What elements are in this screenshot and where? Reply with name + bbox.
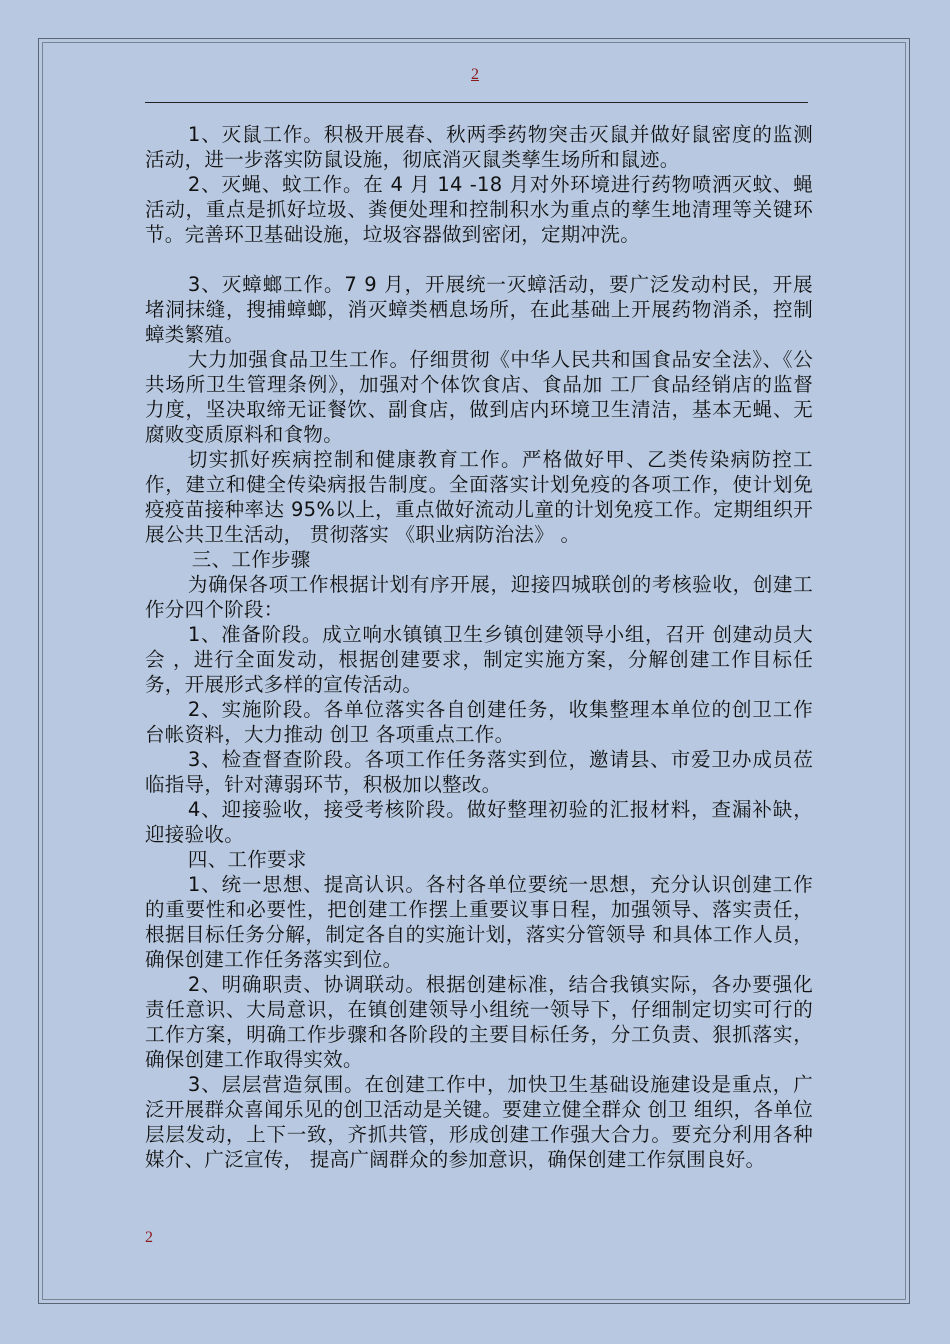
paragraph-step-inspection: 3、检查督查阶段。各项工作任务落实到位，邀请县、市爱卫办成员莅临指导，针对薄弱环节，积极加以整改。 — [145, 748, 813, 796]
footer-page-number: 2 — [145, 1229, 153, 1246]
paragraph-fly-mosquito-control: 2、灭蝇、蚊工作。在 4 月 14 -18 月对外环境进行药物喷洒灭蚊、蝇活动，重点是抓好垃圾、粪便处理和控制积水为重点的孳生地清理等关键环节。完善环卫基础设施，垃圾容器做到密闭，定期冲洗。 — [145, 173, 813, 246]
section-heading-work-requirements: 四、工作要求 — [187, 848, 307, 871]
paragraph-requirement-responsibilities: 2、明确职责、协调联动。根据创建标准，结合我镇实际，各办要强化责任意识、大局意识，在镇创建领导小组统一领导下，仔细制定切实可行的工作方案，明确工作步骤和各阶段的主要目标任务，分工负责、狠抓落实，确保创建工作取得实效。 — [145, 973, 813, 1071]
paragraph-requirement-atmosphere: 3、层层营造氛围。在创建工作中，加快卫生基础设施建设是重点，广泛开展群众喜闻乐见的创卫活动是关键。要建立健全群众 创卫 组织，各单位层层发动，上下一致，齐抓共管，形成创建工作强大合力。要充分利用各种媒介、广泛宣传， 提高广阔群众的参加意识，确保创建工作氛围良好。 — [145, 1073, 813, 1171]
paragraph-disease-control: 切实抓好疾病控制和健康教育工作。严格做好甲、乙类传染病防控工作，建立和健全传染病报告制度。全面落实计划免疫的各项工作，使计划免疫疫苗接种率达 95%以上，重点做好流动儿童的计划免疫工作。定期组织开展公共卫生活动， 贯彻落实 《职业病防治法》 。 — [145, 448, 813, 546]
paragraph-step-acceptance: 4、迎接验收，接受考核阶段。做好整理初验的汇报材料，查漏补缺，迎接验收。 — [145, 798, 813, 846]
header-rule — [145, 102, 808, 103]
paragraph-step-preparation: 1、准备阶段。成立响水镇镇卫生乡镇创建领导小组，召开 创建动员大会 ，进行全面发动，根据创建要求，制定实施方案，分解创建工作目标任务，开展形式多样的宣传活动。 — [145, 623, 813, 696]
paragraph-requirement-unify-thinking: 1、统一思想、提高认识。各村各单位要统一思想，充分认识创建工作的重要性和必要性，把创建工作摆上重要议事日程，加强领导、落实责任，根据目标任务分解，制定各自的实施计划，落实分管领导 和具体工作人员，确保创建工作任务落实到位。 — [145, 873, 813, 971]
paragraph-step-implementation: 2、实施阶段。各单位落实各自创建任务，收集整理本单位的创卫工作台帐资料，大力推动 创卫 各项重点工作。 — [145, 698, 813, 746]
paragraph-steps-intro: 为确保各项工作根据计划有序开展，迎接四城联创的考核验收，创建工作分四个阶段： — [145, 573, 813, 621]
header-page-number: 2 — [471, 66, 479, 83]
paragraph-cockroach-control: 3、灭蟑螂工作。7 9 月，开展统一灭蟑活动，要广泛发动村民，开展堵洞抹缝，搜捕蟑螂，消灭蟑类栖息场所，在此基础上开展药物消杀，控制蟑类繁殖。 — [145, 273, 813, 346]
paragraph-food-hygiene: 大力加强食品卫生工作。仔细贯彻《中华人民共和国食品安全法》、《公共场所卫生管理条例》，加强对个体饮食店、食品加 工厂食品经销店的监督力度，坚决取缔无证餐饮、副食店，做到店内环境卫生清洁，基本无蝇、无腐败变质原料和食物。 — [145, 348, 813, 446]
section-heading-work-steps: 三、工作步骤 — [191, 548, 311, 571]
paragraph-rodent-control: 1、灭鼠工作。积极开展春、秋两季药物突击灭鼠并做好鼠密度的监测活动，进一步落实防鼠设施，彻底消灭鼠类孳生场所和鼠迹。 — [145, 123, 813, 171]
document-body — [145, 122, 813, 1172]
